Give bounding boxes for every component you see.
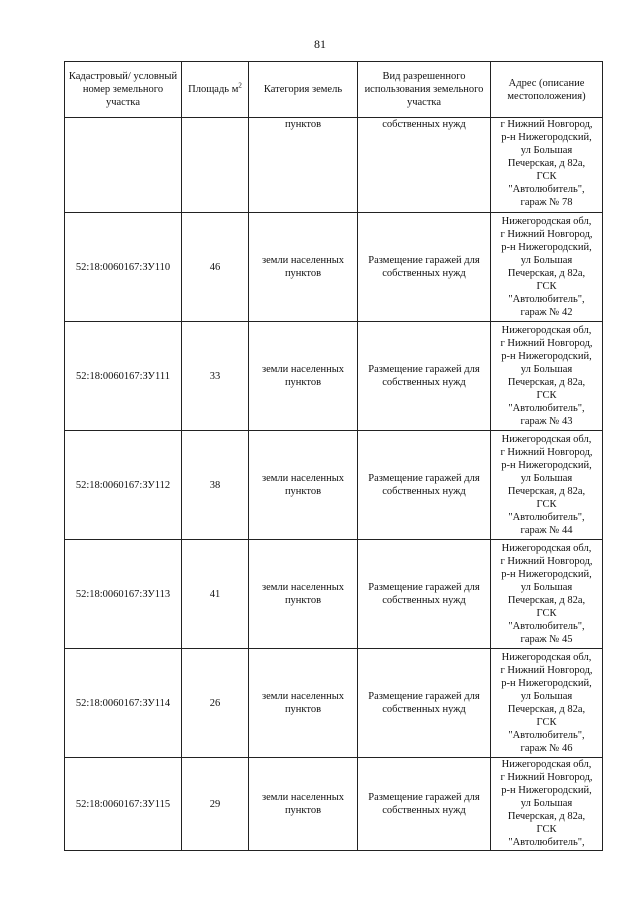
- header-area: [182, 62, 249, 118]
- address-line: "Автолюбитель",: [508, 184, 585, 195]
- address-line: ул Большая: [520, 473, 573, 484]
- address-line: р-н Нижегородский,: [501, 678, 592, 689]
- cell-area: 41: [182, 540, 249, 649]
- address-line: ГСК: [536, 499, 557, 510]
- cell-cadastral: [65, 118, 182, 213]
- address-line: Нижегородская обл,: [501, 216, 592, 227]
- cell-address: [491, 649, 603, 758]
- address-line: ул Большая: [520, 798, 573, 809]
- address-line: Нижегородская обл,: [501, 543, 592, 554]
- address-line: Печерская, д 82а,: [507, 486, 586, 497]
- address-line: Печерская, д 82а,: [507, 158, 586, 169]
- address-line: г Нижний Новгород,: [500, 665, 593, 676]
- cell-address: [491, 758, 603, 851]
- cell-area: 26: [182, 649, 249, 758]
- cell-use: Размещение гаражей для собственных нужд: [358, 213, 491, 322]
- header-use: Вид разрешенного использования земельного участка: [358, 62, 491, 118]
- cell-address: [491, 322, 603, 431]
- address-line: Нижегородская обл,: [501, 325, 592, 336]
- cell-area: 46: [182, 213, 249, 322]
- table-row-continuation: [65, 118, 603, 213]
- table-row: [65, 649, 603, 758]
- address-line: ГСК: [536, 608, 557, 619]
- cell-category: земли населенных пунктов: [249, 213, 358, 322]
- table-row: [65, 540, 603, 649]
- header-address: Адрес (описание местоположения): [491, 62, 603, 118]
- address-line: Нижегородская обл,: [501, 759, 592, 770]
- table-header-row: [65, 62, 603, 118]
- address-line: р-н Нижегородский,: [501, 351, 592, 362]
- address-line: Нижегородская обл,: [501, 434, 592, 445]
- address-line: Печерская, д 82а,: [507, 811, 586, 822]
- cell-cadastral: 52:18:0060167:ЗУ111: [65, 322, 182, 431]
- cell-use: Размещение гаражей для собственных нужд: [358, 431, 491, 540]
- table-row: [65, 322, 603, 431]
- address-line: р-н Нижегородский,: [501, 569, 592, 580]
- cell-category: земли населенных пунктов: [249, 758, 358, 851]
- address-line: "Автолюбитель",: [508, 294, 585, 305]
- address-line: р-н Нижегородский,: [501, 242, 592, 253]
- cell-cadastral: 52:18:0060167:ЗУ114: [65, 649, 182, 758]
- cell-category: земли населенных пунктов: [249, 649, 358, 758]
- address-line: Печерская, д 82а,: [507, 377, 586, 388]
- cell-category: земли населенных пунктов: [249, 540, 358, 649]
- address-line: "Автолюбитель",: [508, 730, 585, 741]
- cell-area: 33: [182, 322, 249, 431]
- address-line: Печерская, д 82а,: [507, 268, 586, 279]
- address-line: г Нижний Новгород,: [500, 229, 593, 240]
- cell-address: [491, 540, 603, 649]
- header-category: Категория земель: [249, 62, 358, 118]
- page-number: 81: [314, 37, 326, 51]
- address-line: ул Большая: [520, 145, 573, 156]
- cell-category: земли населенных пунктов: [249, 431, 358, 540]
- address-line: "Автолюбитель",: [508, 621, 585, 632]
- address-line: гараж № 78: [520, 197, 573, 208]
- cell-cadastral: 52:18:0060167:ЗУ112: [65, 431, 182, 540]
- header-area-unit-sup: 2: [238, 81, 242, 90]
- cell-use: Размещение гаражей для собственных нужд: [358, 540, 491, 649]
- table-row: [65, 431, 603, 540]
- address-line: г Нижний Новгород,: [500, 772, 593, 783]
- address-line: "Автолюбитель",: [508, 512, 585, 523]
- cell-area: [182, 118, 249, 213]
- cell-category: пунктов: [249, 118, 358, 213]
- address-line: г Нижний Новгород,: [500, 556, 593, 567]
- address-line: гараж № 46: [520, 743, 573, 754]
- address-line: ГСК: [536, 281, 557, 292]
- cell-category: земли населенных пунктов: [249, 322, 358, 431]
- land-plots-table: [64, 61, 603, 851]
- address-line: "Автолюбитель",: [508, 403, 585, 414]
- cell-cadastral: 52:18:0060167:ЗУ110: [65, 213, 182, 322]
- cell-area: 29: [182, 758, 249, 851]
- address-line: ул Большая: [520, 255, 573, 266]
- address-line: гараж № 43: [520, 416, 573, 427]
- address-line: г Нижний Новгород,: [500, 447, 593, 458]
- address-line: г Нижний Новгород,: [500, 338, 593, 349]
- cell-area: 38: [182, 431, 249, 540]
- cell-use: Размещение гаражей для собственных нужд: [358, 649, 491, 758]
- cell-use: Размещение гаражей для собственных нужд: [358, 758, 491, 851]
- address-line: р-н Нижегородский,: [501, 460, 592, 471]
- header-cadastral: Кадастровый/ условный номер земельного участка: [65, 62, 182, 118]
- address-line: ул Большая: [520, 364, 573, 375]
- address-line: ГСК: [536, 390, 557, 401]
- address-line: ул Большая: [520, 582, 573, 593]
- header-area-label: Площадь м: [188, 84, 239, 95]
- address-line: "Автолюбитель",: [508, 837, 585, 848]
- cell-use: собственных нужд: [358, 118, 491, 213]
- address-line: Печерская, д 82а,: [507, 704, 586, 715]
- address-line: р-н Нижегородский,: [501, 785, 592, 796]
- address-line: гараж № 42: [520, 307, 573, 318]
- address-line: гараж № 44: [520, 525, 573, 536]
- cell-address: [491, 213, 603, 322]
- address-line: гараж № 45: [520, 634, 573, 645]
- address-line: ГСК: [536, 824, 557, 835]
- cell-cadastral: 52:18:0060167:ЗУ113: [65, 540, 182, 649]
- address-line: р-н Нижегородский,: [501, 132, 592, 143]
- cell-address: [491, 431, 603, 540]
- address-line: ГСК: [536, 717, 557, 728]
- table-row: [65, 213, 603, 322]
- cell-address: [491, 118, 603, 213]
- address-line: ГСК: [536, 171, 557, 182]
- cell-cadastral: 52:18:0060167:ЗУ115: [65, 758, 182, 851]
- cell-use: Размещение гаражей для собственных нужд: [358, 322, 491, 431]
- address-line: г Нижний Новгород,: [500, 119, 593, 130]
- address-line: Нижегородская обл,: [501, 652, 592, 663]
- address-line: ул Большая: [520, 691, 573, 702]
- address-line: Печерская, д 82а,: [507, 595, 586, 606]
- table-row: [65, 758, 603, 851]
